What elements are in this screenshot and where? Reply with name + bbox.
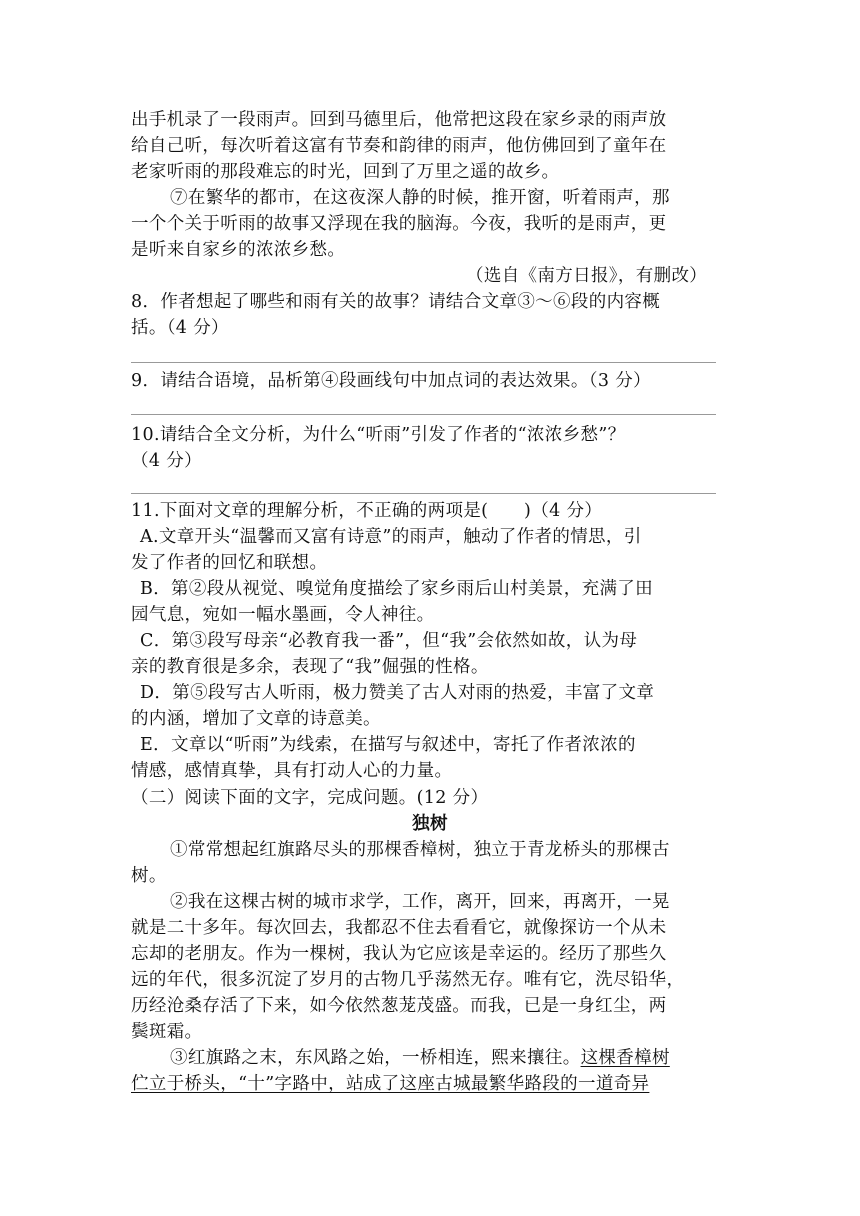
option-b-cont: 园气息，宛如一幅水墨画，令人神往。 [131, 605, 435, 625]
passage-line: 给自己听，每次听着这富有节奏和韵律的雨声，他仿佛回到了童年在 [131, 136, 667, 156]
article-line-p3 [170, 1046, 770, 1070]
article-line: 远的年代，很多沉淀了岁月的古物几乎荡然无存。唯有它，洗尽铅华， [131, 970, 685, 990]
option-e-cont: 情感，感情真挚，具有打动人心的力量。 [131, 761, 453, 781]
p3-start-text: ③红旗路之末，东风路之始，一桥相连，熙来攘往。 [170, 1048, 581, 1068]
passage-line: 是听来自家乡的浓浓乡愁。 [131, 240, 346, 260]
option-a: A.文章开头“温馨而又富有诗意”的雨声，触动了作者的情思，引 [140, 527, 642, 547]
article-line: 树。 [131, 866, 167, 886]
underlined-sentence: 这棵香樟树 [580, 1048, 670, 1068]
passage-line: 老家听雨的那段难忘的时光，回到了万里之遥的故乡。 [131, 162, 560, 182]
option-b: B．第②段从视觉、嗅觉角度描绘了家乡雨后山村美景，充满了田 [140, 579, 654, 599]
question-8-cont: 括。（4 分） [131, 318, 229, 338]
article-line: 历经沧桑存活了下来，如今依然葱茏茂盛。而我，已是一身红尘，两 [131, 996, 667, 1016]
article-line: 就是二十多年。每次回去，我都忍不住去看看它，就像探访一个从未 [131, 918, 667, 938]
option-c-cont: 亲的教育很是多余，表现了“我”倔强的性格。 [131, 657, 489, 677]
question-8: 8．作者想起了哪些和雨有关的故事？请结合文章③～⑥段的内容概 [131, 292, 661, 312]
answer-line[interactable] [131, 493, 716, 494]
option-c: C．第③段写母亲“必教育我一番”，但“我”会依然如故，认为母 [140, 631, 638, 651]
option-d-cont: 的内涵，增加了文章的诗意美。 [131, 709, 381, 729]
answer-line[interactable] [131, 362, 716, 363]
article-line: 忘却的老朋友。作为一棵树，我认为它应该是幸运的。经历了那些久 [131, 944, 667, 964]
passage-line: 一个个关于听雨的故事又浮现在我的脑海。今夜，我听的是雨声，更 [131, 214, 667, 234]
question-10: 10.请结合全文分析，为什么“听雨”引发了作者的“浓浓乡愁”？ [131, 425, 626, 445]
source-citation: （选自《南方日报》，有删改） [466, 266, 708, 286]
passage-line: ⑦在繁华的都市，在这夜深人静的时候，推开窗，听着雨声，那 [170, 188, 670, 208]
section-heading: （二）阅读下面的文字，完成问题。(12 分） [131, 788, 489, 808]
article-line: ①常常想起红旗路尽头的那棵香樟树，独立于青龙桥头的那棵古 [170, 840, 670, 860]
article-line: 鬓斑霜。 [131, 1022, 203, 1042]
passage-line: 出手机录了一段雨声。回到马德里后，他常把这段在家乡录的雨声放 [131, 110, 667, 130]
option-d: D．第⑤段写古人听雨，极力赞美了古人对雨的热爱，丰富了文章 [140, 683, 655, 703]
answer-line[interactable] [131, 414, 716, 415]
option-a-cont: 发了作者的回忆和联想。 [131, 553, 328, 573]
question-11: 11.下面对文章的理解分析，不正确的两项是( )（4 分） [131, 501, 603, 521]
underlined-sentence-cont: 伫立于桥头，“十”字路中，站成了这座古城最繁华路段的一道奇异 [131, 1074, 650, 1094]
question-9: 9．请结合语境，品析第④段画线句中加点词的表达效果。（3 分） [131, 371, 651, 391]
option-e: E．文章以“听雨”为线索，在描写与叙述中，寄托了作者浓浓的 [140, 735, 636, 755]
question-10-cont: （4 分） [131, 451, 202, 471]
article-title: 独树 [412, 814, 448, 834]
article-line: ②我在这棵古树的城市求学，工作，离开，回来，再离开，一晃 [170, 892, 670, 912]
